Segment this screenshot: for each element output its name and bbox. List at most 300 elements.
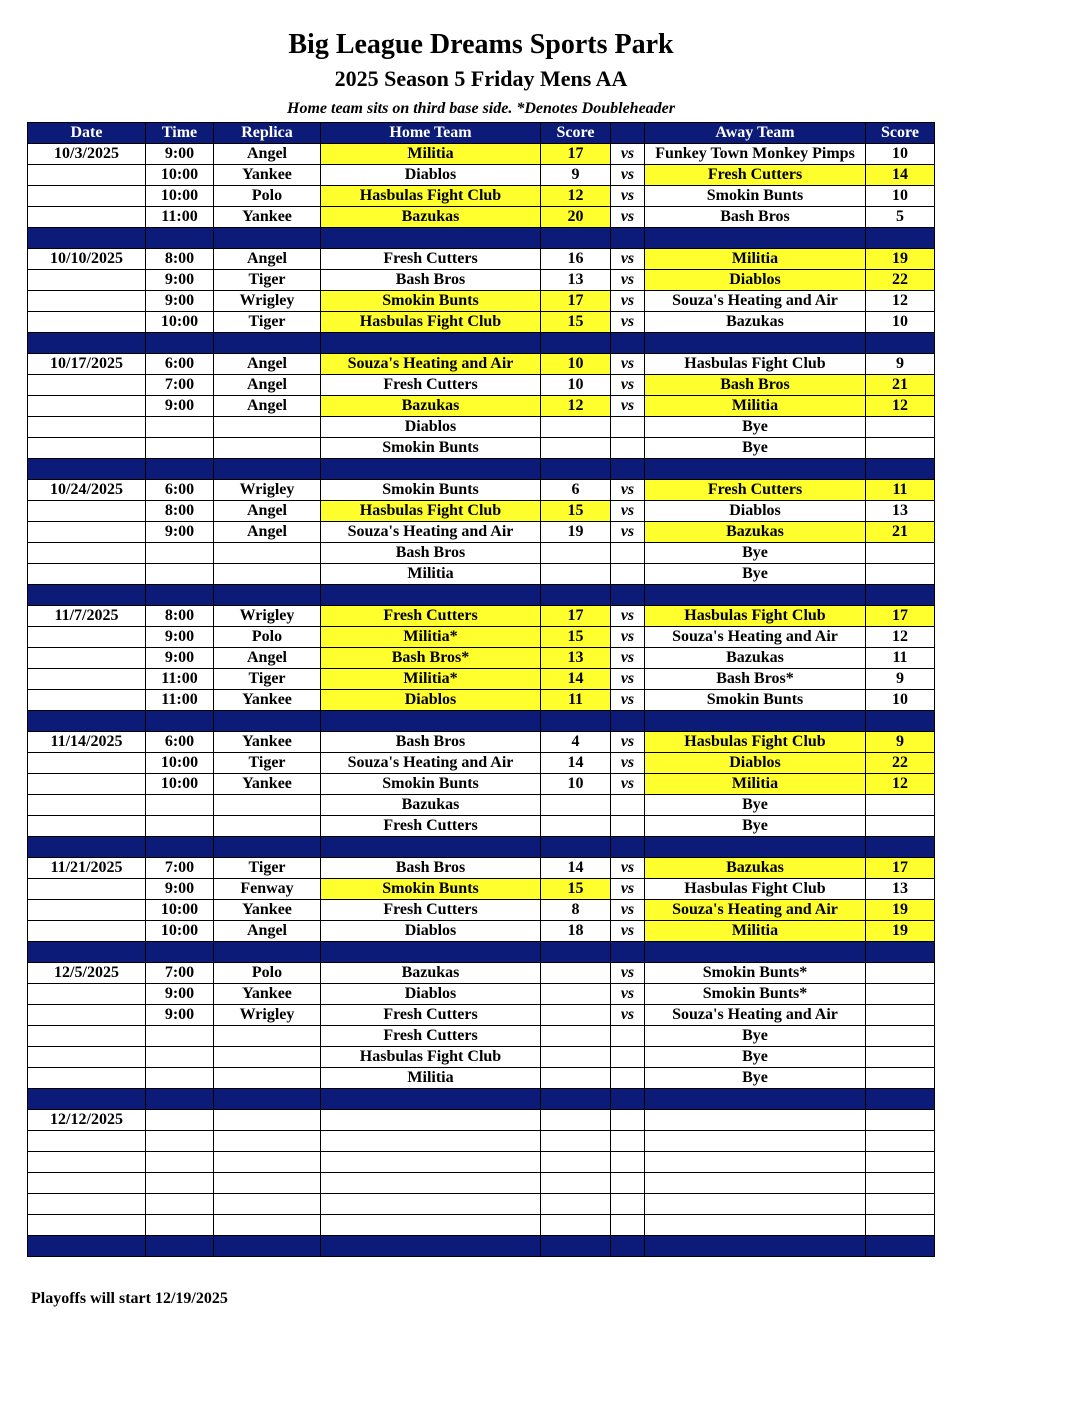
home-team-cell bbox=[321, 1152, 541, 1173]
date-cell bbox=[28, 1215, 146, 1236]
separator-cell bbox=[541, 585, 611, 606]
separator-cell bbox=[611, 459, 645, 480]
replica-cell: Yankee bbox=[214, 690, 321, 711]
separator-cell bbox=[146, 333, 214, 354]
replica-cell: Tiger bbox=[214, 270, 321, 291]
separator-cell bbox=[866, 333, 935, 354]
replica-cell bbox=[214, 795, 321, 816]
date-cell bbox=[28, 1005, 146, 1026]
table-row bbox=[28, 1194, 935, 1215]
home-score-cell: 14 bbox=[541, 669, 611, 690]
schedule-note: Home team sits on third base side. *Denotes Doubleheader bbox=[287, 100, 675, 117]
table-row bbox=[28, 1131, 935, 1152]
home-score-cell: 4 bbox=[541, 732, 611, 753]
time-cell: 10:00 bbox=[146, 312, 214, 333]
home-score-cell: 9 bbox=[541, 165, 611, 186]
date-cell: 12/5/2025 bbox=[28, 963, 146, 984]
header-row bbox=[28, 123, 935, 144]
separator-cell bbox=[146, 837, 214, 858]
home-score-cell: 13 bbox=[541, 648, 611, 669]
away-team-cell: Bazukas bbox=[645, 858, 866, 879]
home-team-cell: Bazukas bbox=[321, 396, 541, 417]
table-row bbox=[28, 1215, 935, 1236]
vs-cell bbox=[611, 1026, 645, 1047]
home-score-cell: 17 bbox=[541, 144, 611, 165]
separator-cell bbox=[321, 1089, 541, 1110]
table-row bbox=[28, 354, 935, 375]
separator-cell bbox=[611, 585, 645, 606]
replica-cell: Angel bbox=[214, 144, 321, 165]
replica-cell bbox=[214, 1131, 321, 1152]
away-score-cell: 9 bbox=[866, 354, 935, 375]
home-score-cell bbox=[541, 543, 611, 564]
table-row bbox=[28, 1152, 935, 1173]
home-score-cell bbox=[541, 1068, 611, 1089]
replica-cell: Tiger bbox=[214, 753, 321, 774]
home-team-cell: Fresh Cutters bbox=[321, 249, 541, 270]
time-cell bbox=[146, 1110, 214, 1131]
separator-cell bbox=[321, 228, 541, 249]
vs-cell: vs bbox=[611, 270, 645, 291]
home-score-cell: 14 bbox=[541, 753, 611, 774]
separator-cell bbox=[541, 333, 611, 354]
home-team-cell bbox=[321, 1173, 541, 1194]
week-separator-row bbox=[28, 228, 935, 249]
away-team-cell: Bazukas bbox=[645, 312, 866, 333]
table-row bbox=[28, 438, 935, 459]
away-team-cell: Bye bbox=[645, 564, 866, 585]
home-team-cell: Diablos bbox=[321, 690, 541, 711]
home-score-cell: 12 bbox=[541, 396, 611, 417]
away-team-cell bbox=[645, 1173, 866, 1194]
separator-cell bbox=[645, 333, 866, 354]
home-team-cell: Bazukas bbox=[321, 963, 541, 984]
vs-cell: vs bbox=[611, 522, 645, 543]
home-score-cell bbox=[541, 1047, 611, 1068]
away-score-cell bbox=[866, 1110, 935, 1131]
separator-cell bbox=[214, 942, 321, 963]
vs-cell: vs bbox=[611, 627, 645, 648]
home-team-cell bbox=[321, 1110, 541, 1131]
home-team-cell: Hasbulas Fight Club bbox=[321, 312, 541, 333]
away-team-cell: Militia bbox=[645, 249, 866, 270]
vs-cell: vs bbox=[611, 984, 645, 1005]
time-cell bbox=[146, 1131, 214, 1152]
time-cell: 10:00 bbox=[146, 186, 214, 207]
separator-cell bbox=[866, 942, 935, 963]
home-score-cell: 18 bbox=[541, 921, 611, 942]
away-team-cell: Souza's Heating and Air bbox=[645, 900, 866, 921]
separator-cell bbox=[611, 711, 645, 732]
home-score-cell: 17 bbox=[541, 606, 611, 627]
away-team-cell bbox=[645, 1215, 866, 1236]
vs-cell: vs bbox=[611, 921, 645, 942]
home-team-cell: Militia* bbox=[321, 627, 541, 648]
replica-cell: Angel bbox=[214, 249, 321, 270]
home-score-cell bbox=[541, 1110, 611, 1131]
date-cell bbox=[28, 1131, 146, 1152]
home-score-cell: 6 bbox=[541, 480, 611, 501]
home-team-cell: Bash Bros* bbox=[321, 648, 541, 669]
time-cell: 6:00 bbox=[146, 732, 214, 753]
separator-cell bbox=[214, 837, 321, 858]
table-row bbox=[28, 522, 935, 543]
away-score-cell: 9 bbox=[866, 732, 935, 753]
table-row bbox=[28, 690, 935, 711]
separator-cell bbox=[611, 1089, 645, 1110]
home-team-cell: Bazukas bbox=[321, 795, 541, 816]
away-score-cell: 13 bbox=[866, 879, 935, 900]
home-team-cell: Fresh Cutters bbox=[321, 1005, 541, 1026]
date-cell bbox=[28, 900, 146, 921]
time-cell: 8:00 bbox=[146, 606, 214, 627]
table-row bbox=[28, 564, 935, 585]
replica-cell: Wrigley bbox=[214, 606, 321, 627]
separator-cell bbox=[321, 585, 541, 606]
vs-cell: vs bbox=[611, 774, 645, 795]
date-cell: 10/10/2025 bbox=[28, 249, 146, 270]
date-cell bbox=[28, 879, 146, 900]
date-cell bbox=[28, 312, 146, 333]
replica-cell: Fenway bbox=[214, 879, 321, 900]
away-score-cell: 12 bbox=[866, 396, 935, 417]
page-title: Big League Dreams Sports Park bbox=[288, 29, 674, 60]
separator-cell bbox=[28, 711, 146, 732]
table-row bbox=[28, 921, 935, 942]
date-cell bbox=[28, 438, 146, 459]
away-score-cell bbox=[866, 417, 935, 438]
away-team-cell: Diablos bbox=[645, 270, 866, 291]
away-score-cell bbox=[866, 795, 935, 816]
home-score-cell: 19 bbox=[541, 522, 611, 543]
away-score-cell bbox=[866, 438, 935, 459]
away-team-cell: Militia bbox=[645, 774, 866, 795]
home-score-cell: 10 bbox=[541, 354, 611, 375]
schedule-body bbox=[28, 144, 935, 1257]
away-team-cell: Hasbulas Fight Club bbox=[645, 879, 866, 900]
away-team-cell: Militia bbox=[645, 921, 866, 942]
time-cell bbox=[146, 1068, 214, 1089]
home-team-cell: Bash Bros bbox=[321, 732, 541, 753]
date-cell bbox=[28, 669, 146, 690]
away-score-cell: 9 bbox=[866, 669, 935, 690]
date-cell bbox=[28, 1194, 146, 1215]
vs-cell: vs bbox=[611, 900, 645, 921]
replica-cell: Angel bbox=[214, 375, 321, 396]
replica-cell: Yankee bbox=[214, 207, 321, 228]
vs-cell bbox=[611, 1110, 645, 1131]
away-team-cell: Bye bbox=[645, 1068, 866, 1089]
vs-cell bbox=[611, 564, 645, 585]
away-team-cell: Smokin Bunts bbox=[645, 690, 866, 711]
table-row bbox=[28, 543, 935, 564]
table-row bbox=[28, 753, 935, 774]
table-row bbox=[28, 795, 935, 816]
home-team-cell: Militia bbox=[321, 564, 541, 585]
separator-cell bbox=[321, 942, 541, 963]
replica-cell: Tiger bbox=[214, 312, 321, 333]
table-row bbox=[28, 879, 935, 900]
replica-cell bbox=[214, 1026, 321, 1047]
replica-cell bbox=[214, 1194, 321, 1215]
time-cell: 11:00 bbox=[146, 690, 214, 711]
time-cell: 8:00 bbox=[146, 501, 214, 522]
table-row bbox=[28, 417, 935, 438]
away-score-cell: 13 bbox=[866, 501, 935, 522]
away-team-cell: Hasbulas Fight Club bbox=[645, 732, 866, 753]
table-row bbox=[28, 291, 935, 312]
time-cell: 7:00 bbox=[146, 375, 214, 396]
replica-cell: Yankee bbox=[214, 984, 321, 1005]
home-team-cell: Smokin Bunts bbox=[321, 480, 541, 501]
home-score-cell: 15 bbox=[541, 312, 611, 333]
vs-cell bbox=[611, 816, 645, 837]
date-cell bbox=[28, 186, 146, 207]
home-team-cell: Smokin Bunts bbox=[321, 438, 541, 459]
home-team-cell: Diablos bbox=[321, 984, 541, 1005]
away-team-cell: Smokin Bunts bbox=[645, 186, 866, 207]
away-score-cell: 21 bbox=[866, 522, 935, 543]
vs-cell: vs bbox=[611, 879, 645, 900]
away-team-cell: Smokin Bunts* bbox=[645, 963, 866, 984]
table-row bbox=[28, 186, 935, 207]
home-team-cell: Bazukas bbox=[321, 207, 541, 228]
time-cell: 6:00 bbox=[146, 480, 214, 501]
replica-cell: Polo bbox=[214, 627, 321, 648]
home-team-cell: Bash Bros bbox=[321, 858, 541, 879]
away-team-cell: Bye bbox=[645, 795, 866, 816]
home-score-cell bbox=[541, 564, 611, 585]
away-score-cell: 21 bbox=[866, 375, 935, 396]
col-away-score-header: Score bbox=[866, 123, 935, 144]
vs-cell: vs bbox=[611, 648, 645, 669]
replica-cell: Angel bbox=[214, 396, 321, 417]
date-cell bbox=[28, 501, 146, 522]
home-score-cell: 16 bbox=[541, 249, 611, 270]
separator-cell bbox=[28, 942, 146, 963]
separator-cell bbox=[28, 1089, 146, 1110]
time-cell bbox=[146, 1047, 214, 1068]
away-team-cell: Funkey Town Monkey Pimps bbox=[645, 144, 866, 165]
separator-cell bbox=[321, 837, 541, 858]
separator-cell bbox=[28, 1236, 146, 1257]
replica-cell: Angel bbox=[214, 501, 321, 522]
time-cell bbox=[146, 1152, 214, 1173]
separator-cell bbox=[321, 459, 541, 480]
col-replica-header: Replica bbox=[214, 123, 321, 144]
home-team-cell: Militia bbox=[321, 1068, 541, 1089]
home-score-cell bbox=[541, 795, 611, 816]
home-score-cell bbox=[541, 417, 611, 438]
home-team-cell: Smokin Bunts bbox=[321, 291, 541, 312]
separator-cell bbox=[146, 711, 214, 732]
away-team-cell: Souza's Heating and Air bbox=[645, 1005, 866, 1026]
col-time-header: Time bbox=[146, 123, 214, 144]
home-score-cell bbox=[541, 1215, 611, 1236]
vs-cell bbox=[611, 1068, 645, 1089]
away-score-cell bbox=[866, 1215, 935, 1236]
table-row bbox=[28, 207, 935, 228]
away-team-cell: Fresh Cutters bbox=[645, 165, 866, 186]
replica-cell bbox=[214, 564, 321, 585]
time-cell bbox=[146, 543, 214, 564]
playoffs-note: Playoffs will start 12/19/2025 bbox=[31, 1290, 228, 1307]
table-row bbox=[28, 1005, 935, 1026]
away-score-cell: 10 bbox=[866, 690, 935, 711]
separator-cell bbox=[541, 837, 611, 858]
away-team-cell: Souza's Heating and Air bbox=[645, 627, 866, 648]
home-team-cell: Diablos bbox=[321, 165, 541, 186]
home-score-cell: 20 bbox=[541, 207, 611, 228]
table-row bbox=[28, 1026, 935, 1047]
separator-cell bbox=[214, 228, 321, 249]
table-row bbox=[28, 606, 935, 627]
replica-cell: Polo bbox=[214, 963, 321, 984]
replica-cell: Angel bbox=[214, 648, 321, 669]
replica-cell: Tiger bbox=[214, 858, 321, 879]
home-score-cell: 12 bbox=[541, 186, 611, 207]
time-cell: 9:00 bbox=[146, 1005, 214, 1026]
vs-cell bbox=[611, 1047, 645, 1068]
replica-cell bbox=[214, 1215, 321, 1236]
week-separator-row bbox=[28, 711, 935, 732]
away-team-cell: Militia bbox=[645, 396, 866, 417]
away-score-cell: 19 bbox=[866, 921, 935, 942]
replica-cell: Tiger bbox=[214, 669, 321, 690]
separator-cell bbox=[866, 1236, 935, 1257]
home-score-cell: 17 bbox=[541, 291, 611, 312]
away-score-cell: 19 bbox=[866, 249, 935, 270]
separator-cell bbox=[541, 1236, 611, 1257]
separator-cell bbox=[645, 1089, 866, 1110]
date-cell: 10/24/2025 bbox=[28, 480, 146, 501]
time-cell: 11:00 bbox=[146, 207, 214, 228]
away-team-cell: Bye bbox=[645, 543, 866, 564]
date-cell bbox=[28, 375, 146, 396]
vs-cell: vs bbox=[611, 186, 645, 207]
replica-cell: Wrigley bbox=[214, 291, 321, 312]
time-cell bbox=[146, 564, 214, 585]
separator-cell bbox=[866, 1089, 935, 1110]
away-team-cell: Hasbulas Fight Club bbox=[645, 606, 866, 627]
table-row bbox=[28, 144, 935, 165]
away-team-cell: Bye bbox=[645, 438, 866, 459]
away-score-cell: 10 bbox=[866, 144, 935, 165]
replica-cell bbox=[214, 543, 321, 564]
separator-cell bbox=[146, 1089, 214, 1110]
home-team-cell: Souza's Heating and Air bbox=[321, 354, 541, 375]
replica-cell bbox=[214, 1110, 321, 1131]
separator-cell bbox=[146, 942, 214, 963]
time-cell: 7:00 bbox=[146, 963, 214, 984]
separator-cell bbox=[214, 1236, 321, 1257]
away-team-cell: Smokin Bunts* bbox=[645, 984, 866, 1005]
home-team-cell: Fresh Cutters bbox=[321, 900, 541, 921]
replica-cell bbox=[214, 417, 321, 438]
replica-cell: Wrigley bbox=[214, 1005, 321, 1026]
schedule-table bbox=[27, 122, 935, 1257]
away-team-cell: Bazukas bbox=[645, 648, 866, 669]
date-cell bbox=[28, 1173, 146, 1194]
away-team-cell: Bye bbox=[645, 417, 866, 438]
date-cell bbox=[28, 1047, 146, 1068]
away-score-cell: 22 bbox=[866, 753, 935, 774]
home-score-cell bbox=[541, 438, 611, 459]
separator-cell bbox=[541, 711, 611, 732]
separator-cell bbox=[541, 942, 611, 963]
separator-cell bbox=[28, 459, 146, 480]
home-score-cell bbox=[541, 1005, 611, 1026]
home-team-cell: Fresh Cutters bbox=[321, 816, 541, 837]
away-score-cell: 17 bbox=[866, 606, 935, 627]
away-team-cell: Bash Bros bbox=[645, 207, 866, 228]
time-cell bbox=[146, 816, 214, 837]
home-score-cell bbox=[541, 1131, 611, 1152]
away-team-cell: Souza's Heating and Air bbox=[645, 291, 866, 312]
separator-cell bbox=[611, 228, 645, 249]
separator-cell bbox=[866, 585, 935, 606]
separator-cell bbox=[214, 1089, 321, 1110]
vs-cell bbox=[611, 1152, 645, 1173]
home-team-cell: Militia bbox=[321, 144, 541, 165]
replica-cell bbox=[214, 1068, 321, 1089]
table-row bbox=[28, 312, 935, 333]
date-cell: 10/17/2025 bbox=[28, 354, 146, 375]
col-home-team-header: Home Team bbox=[321, 123, 541, 144]
separator-cell bbox=[214, 585, 321, 606]
away-team-cell bbox=[645, 1110, 866, 1131]
separator-cell bbox=[28, 585, 146, 606]
vs-cell bbox=[611, 795, 645, 816]
separator-cell bbox=[611, 942, 645, 963]
replica-cell: Yankee bbox=[214, 732, 321, 753]
away-score-cell: 10 bbox=[866, 186, 935, 207]
home-score-cell: 10 bbox=[541, 774, 611, 795]
replica-cell bbox=[214, 816, 321, 837]
date-cell: 12/12/2025 bbox=[28, 1110, 146, 1131]
table-row bbox=[28, 396, 935, 417]
home-team-cell: Hasbulas Fight Club bbox=[321, 501, 541, 522]
week-separator-row bbox=[28, 1236, 935, 1257]
away-team-cell: Bash Bros bbox=[645, 375, 866, 396]
separator-cell bbox=[541, 1089, 611, 1110]
separator-cell bbox=[866, 837, 935, 858]
week-separator-row bbox=[28, 459, 935, 480]
separator-cell bbox=[214, 459, 321, 480]
replica-cell: Yankee bbox=[214, 900, 321, 921]
replica-cell bbox=[214, 1047, 321, 1068]
time-cell bbox=[146, 1215, 214, 1236]
away-score-cell bbox=[866, 984, 935, 1005]
vs-cell: vs bbox=[611, 669, 645, 690]
home-team-cell: Hasbulas Fight Club bbox=[321, 186, 541, 207]
week-separator-row bbox=[28, 942, 935, 963]
date-cell: 11/14/2025 bbox=[28, 732, 146, 753]
time-cell: 9:00 bbox=[146, 396, 214, 417]
col-vs-header bbox=[611, 123, 645, 144]
vs-cell: vs bbox=[611, 354, 645, 375]
table-row bbox=[28, 1173, 935, 1194]
separator-cell bbox=[611, 837, 645, 858]
time-cell: 9:00 bbox=[146, 144, 214, 165]
time-cell bbox=[146, 417, 214, 438]
date-cell bbox=[28, 795, 146, 816]
table-row bbox=[28, 732, 935, 753]
separator-cell bbox=[146, 1236, 214, 1257]
away-team-cell bbox=[645, 1194, 866, 1215]
away-score-cell: 22 bbox=[866, 270, 935, 291]
date-cell bbox=[28, 627, 146, 648]
